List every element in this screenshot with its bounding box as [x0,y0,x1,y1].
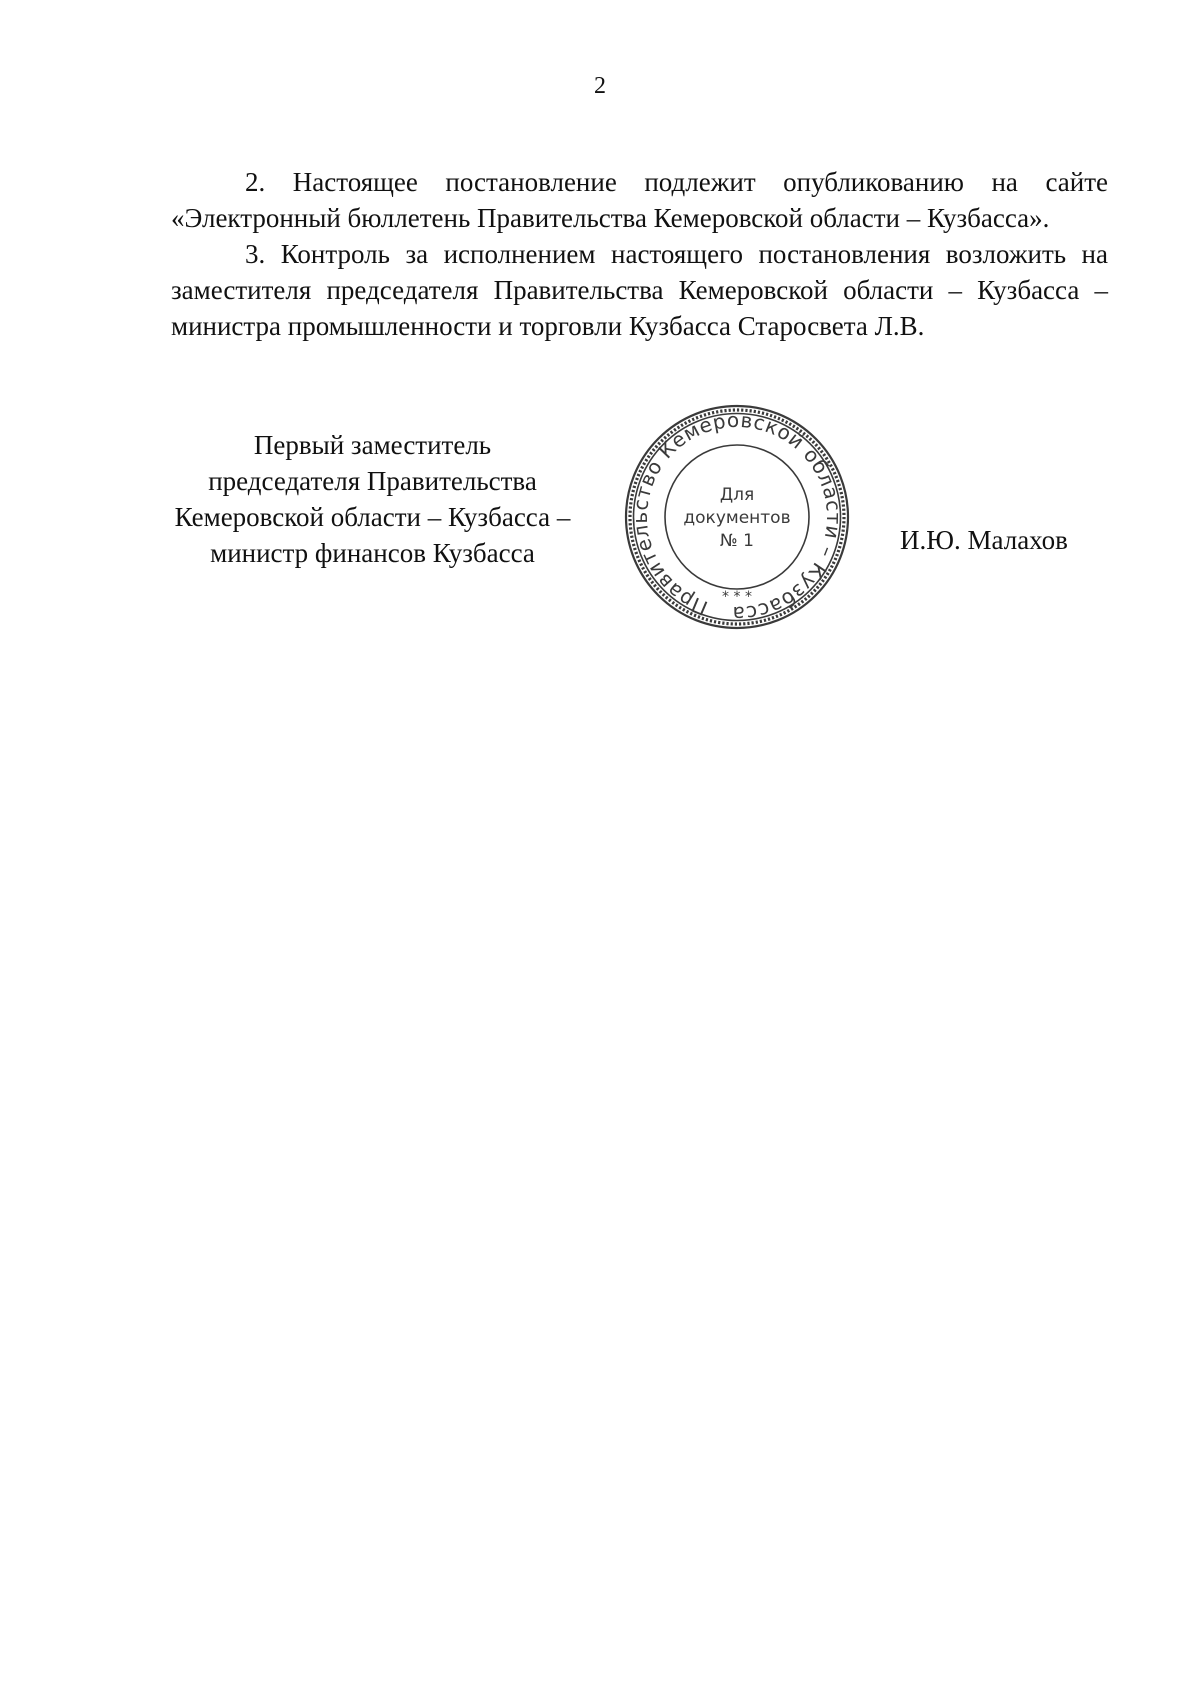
official-seal-stamp [622,402,852,632]
page-number: 2 [594,73,606,99]
signatory-position-line: Кемеровской области – Кузбасса – [174,502,571,532]
signatory-position-line: председателя Правительства [208,466,537,496]
signatory-position-line: министр финансов Кузбасса [210,538,535,568]
seal-center-line: документов [683,508,791,528]
paragraph-2: 2. Настоящее постановление подлежит опубликованию на сайте «Электронный бюллетень Правительства Кемеровской области – Кузбасса». [171,167,1108,233]
signatory-name: И.Ю. Малахов [900,525,1068,555]
signatory-position [150,427,595,571]
paragraph-3: 3. Контроль за исполнением настоящего постановления возложить на заместителя председателя Правительства Кемеровской области – Кузбасса – министра промышленности и торговли Кузбасса Старосвета Л.В. [171,239,1108,341]
signatory-position-line: Первый заместитель [253,430,492,460]
seal-center-line: № 1 [720,531,754,551]
seal-center-line: Для [719,485,755,505]
document-body [171,164,1108,344]
seal-stars: * * * [722,589,752,605]
seal-ring-text: Правительство Кемеровской области – Кузбасса [627,407,847,627]
